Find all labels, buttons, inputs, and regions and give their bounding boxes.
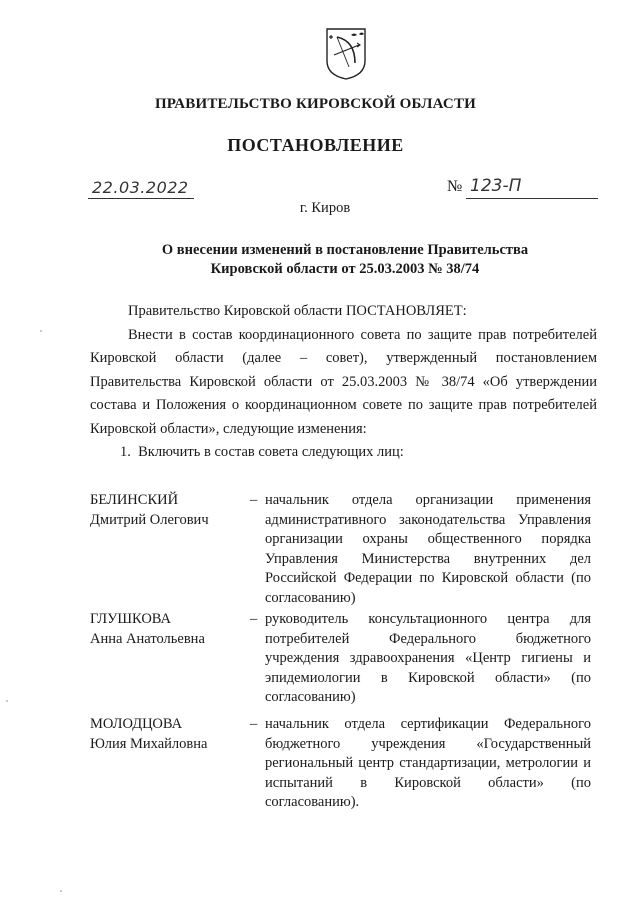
member-given-name: Юлия Михайловна bbox=[90, 735, 208, 752]
document-number: 123-П bbox=[470, 176, 522, 196]
main-paragraph: Внести в состав координационного совета по защите прав потребителей Кировской области (далее – совет), утвержденный постановлением Правительства Кировской области от 25.03.2003 № 38/74 «Об утверждении состава и Положения о координационном совете по защите прав потребителей Кировской области», следующие изменения: bbox=[90, 326, 597, 437]
number-sign: № bbox=[447, 178, 463, 195]
intro-paragraph: Правительство Кировской области ПОСТАНОВЛЯЕТ: bbox=[128, 303, 467, 319]
member-given-name: Анна Анатольевна bbox=[90, 630, 205, 647]
title-line-2: Кировской области от 25.03.2003 № 38/74 bbox=[210, 261, 480, 277]
member-given-name: Дмитрий Олегович bbox=[90, 511, 209, 528]
member-dash: – bbox=[250, 611, 258, 627]
scan-speck bbox=[40, 330, 42, 332]
city: г. Киров bbox=[299, 200, 351, 216]
member-surname: МОЛОДЦОВА bbox=[90, 716, 183, 732]
member-dash: – bbox=[250, 716, 258, 732]
scan-speck bbox=[6, 700, 8, 702]
member-name bbox=[90, 715, 255, 754]
document-title bbox=[90, 241, 600, 279]
member-name bbox=[90, 610, 255, 649]
number-underline bbox=[466, 198, 598, 199]
date-underline bbox=[88, 198, 194, 199]
document-body bbox=[90, 300, 597, 465]
member-surname: ГЛУШКОВА bbox=[90, 611, 172, 627]
scan-speck bbox=[60, 890, 62, 892]
member-surname: БЕЛИНСКИЙ bbox=[90, 492, 179, 508]
member-dash: – bbox=[250, 492, 258, 508]
member-name bbox=[90, 491, 255, 530]
member-role: начальник отдела организации применения административного законодательства Управления организации охраны общественного порядка Управления Министерства внутренних дел Российской Федерации по Кировской области (по согласованию) bbox=[265, 492, 591, 606]
coat-of-arms-icon bbox=[325, 27, 367, 81]
member-role: начальник отдела сертификации Федерального бюджетного учреждения «Государственный региональный центр стандартизации, метрологии и испытаний в Кировской области» (по согласованию). bbox=[265, 716, 591, 810]
organization-name: ПРАВИТЕЛЬСТВО КИРОВСКОЙ ОБЛАСТИ bbox=[154, 96, 477, 112]
document-type: ПОСТАНОВЛЕНИЕ bbox=[227, 135, 404, 155]
title-line-1: О внесении изменений в постановление Правительства bbox=[161, 242, 529, 258]
list-item-1: 1. Включить в состав совета следующих лиц: bbox=[120, 444, 404, 460]
member-role: руководитель консультационного центра для потребителей Федерального бюджетного учреждения здравоохранения «Центр гигиены и эпидемиологии в Кировской области» (по согласованию) bbox=[265, 611, 591, 705]
document-date: 22.03.2022 bbox=[92, 178, 189, 197]
